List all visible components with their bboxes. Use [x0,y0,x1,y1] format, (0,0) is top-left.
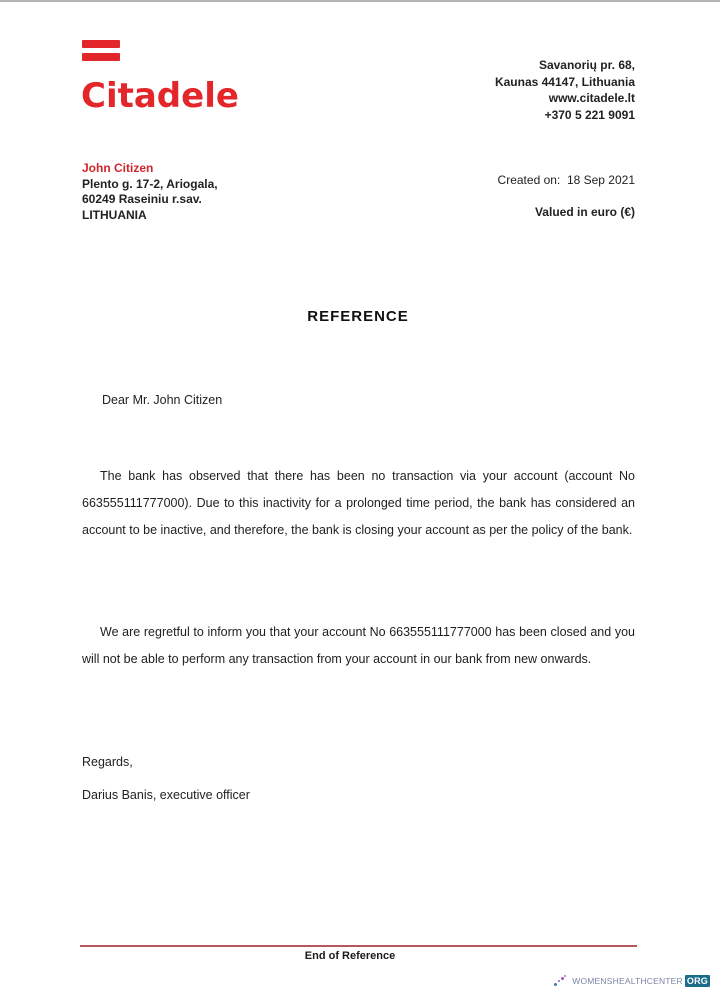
recipient-name: John Citizen [82,161,154,175]
watermark-suffix: ORG [686,976,708,986]
bank-address-street: Savanorių pr. 68, [538,58,635,72]
recipient-country: LITHUANIA [82,207,147,222]
signature: Darius Banis, executive officer [82,788,250,802]
recipient-address-line: 60249 Raseiniu r.sav. [82,192,202,206]
closing: Regards, [82,755,133,769]
watermark-text: WOMENSHEALTHCENTER [572,976,683,986]
document-title: REFERENCE [307,308,409,325]
watermark [554,975,710,987]
document-meta [498,172,635,220]
salutation: Dear Mr. John Citizen [102,393,223,407]
currency-note: Valued in euro (€) [534,205,635,219]
bank-website: www.citadele.lt [548,91,635,105]
recipient-block [82,161,218,223]
body-paragraph [82,463,635,544]
top-border [0,0,720,2]
paragraph-text: We are regretful to inform you that your account No 663555111777000 has been closed and you will not be able to perform any transaction from your account in our bank from new onwards. [82,625,635,666]
created-label: Created on: [497,173,561,187]
logo-wordmark: Citadele [81,76,239,116]
body-paragraph [82,619,635,673]
bank-address-city: Kaunas 44147, Lithuania [494,74,635,89]
bank-logo [81,40,239,116]
created-on [498,172,635,188]
bank-phone: +370 5 221 9091 [544,107,635,122]
footer-divider [80,945,637,947]
paragraph-text: The bank has observed that there has been no transaction via your account (account No 663555111777000). Due to this inactivity for a prolonged time period, the bank has considered an account to be inactive, and therefore, the bank is closing your account as per the policy of the bank. [82,469,635,537]
footer-text: End of Reference [304,950,396,962]
bank-address [495,57,635,123]
created-date: 18 Sep 2021 [566,173,635,187]
recipient-address-line: Plento g. 17-2, Ariogala, [82,176,218,191]
logo-bars-icon [82,40,120,61]
dots-icon [554,975,570,987]
